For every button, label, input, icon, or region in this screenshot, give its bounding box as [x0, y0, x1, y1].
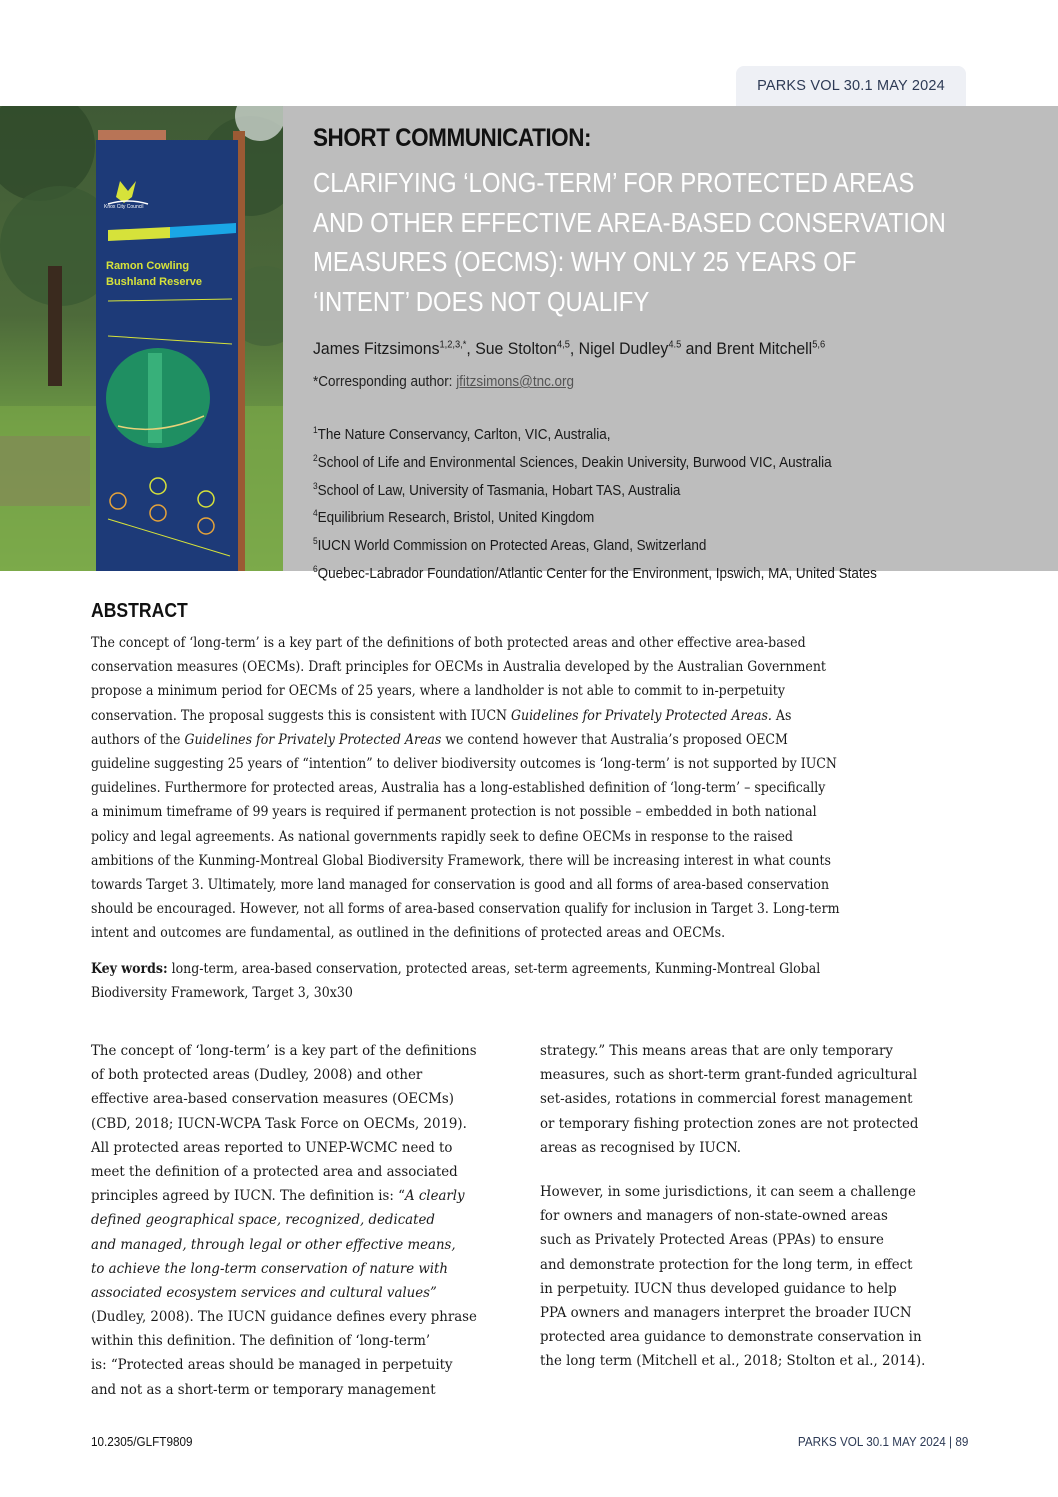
abstract-line — [91, 849, 888, 873]
body-line — [91, 1329, 505, 1353]
body-line — [540, 1301, 954, 1325]
article-type-label: SHORT COMMUNICATION: — [313, 124, 592, 152]
abstract-line — [91, 825, 888, 849]
body-line — [91, 1087, 505, 1111]
article-header — [0, 106, 1058, 582]
affiliation-item — [313, 447, 877, 475]
italic-text: and managed, through legal or other effective means, — [91, 1236, 456, 1253]
affiliation-text: Equilibrium Research, Bristol, United Kingdom — [317, 510, 595, 527]
text-run: authors of the — [91, 731, 185, 748]
text-run: ambitions of the Kunming-Montreal Global Biodiversity Framework, there will be increasing interest in what counts — [91, 852, 831, 869]
article-title — [313, 163, 974, 321]
title-line: AND OTHER EFFECTIVE AREA-BASED CONSERVATION — [313, 206, 946, 238]
keywords-label: Key words: — [91, 961, 168, 977]
text-run: a minimum timeframe of 99 years is required if permanent protection is not possible – embedded in both national — [91, 804, 817, 821]
corresponding-author — [313, 374, 574, 390]
text-run: (CBD, 2018; IUCN-WCPA Task Force on OECMs, 2019). — [91, 1115, 467, 1132]
italic-text: defined geographical space, recognized, dedicated — [91, 1212, 435, 1229]
body-line — [540, 1112, 954, 1136]
body-line — [91, 1160, 505, 1184]
text-run: PPA owners and managers interpret the broader IUCN — [540, 1304, 912, 1321]
text-run: we contend however that Australia’s proposed OECM — [441, 731, 788, 748]
abstract-line — [91, 921, 888, 945]
body-line — [91, 1208, 505, 1232]
body-line — [540, 1228, 954, 1252]
body-line — [540, 1349, 954, 1373]
corresponding-author-label: *Corresponding author: — [313, 374, 457, 390]
text-run: such as Privately Protected Areas (PPAs) to ensure — [540, 1232, 884, 1249]
author-name: Sue Stolton — [475, 339, 557, 358]
body-paragraph — [540, 1180, 980, 1374]
affiliation-text: IUCN World Commission on Protected Areas, Gland, Switzerland — [317, 538, 707, 555]
author-name: Nigel Dudley — [578, 339, 669, 358]
sign-title-line-1: Ramon Cowling — [106, 260, 190, 272]
affiliation-text: The Nature Conservancy, Carlton, VIC, Australia, — [317, 426, 611, 443]
keywords-text: Biodiversity Framework, Target 3, 30x30 — [91, 985, 353, 1001]
italic-text: Guidelines for Privately Protected Areas — [184, 731, 442, 748]
journal-issue-tab: PARKS VOL 30.1 MAY 2024 — [736, 66, 966, 106]
abstract-text — [91, 631, 991, 945]
sign-council-name: Knox City Council — [104, 204, 144, 210]
text-run: measures, such as short-term grant-funded agricultural — [540, 1067, 918, 1084]
cover-photo — [0, 106, 283, 571]
footer-journal-page: PARKS VOL 30.1 MAY 2024 | 89 — [797, 1434, 968, 1449]
sign-title-line-2: Bushland Reserve — [106, 276, 202, 288]
text-run: or temporary fishing protection zones are not protected — [540, 1115, 919, 1132]
text-run: of both protected areas (Dudley, 2008) and other — [91, 1067, 423, 1084]
keywords-text: long-term, area-based conservation, protected areas, set-term agreements, Kunming-Montreal Global — [167, 961, 821, 977]
abstract-line — [91, 752, 888, 776]
text-run: guideline suggesting 25 years of “intention” to deliver biodiversity outcomes is ‘long-term’ is not supported by IUCN — [91, 755, 837, 772]
text-run: conservation measures (OECMs). Draft principles for OECMs in Australia developed by the Australian Government — [91, 659, 826, 676]
author-separator: and — [681, 339, 717, 358]
body-line — [540, 1277, 954, 1301]
text-run: for owners and managers of non-state-owned areas — [540, 1208, 888, 1225]
text-run: guidelines. Furthermore for protected areas, Australia has a long-established definition of ‘long-term’ – specifically — [91, 780, 826, 797]
author-affiliation-marks: 4,5 — [556, 339, 570, 351]
corresponding-email-link[interactable]: jfitzsimons@tnc.org — [456, 374, 575, 390]
text-run: the long term (Mitchell et al., 2018; Stolton et al., 2014). — [540, 1353, 926, 1370]
affiliation-item — [313, 419, 877, 447]
title-line: MEASURES (OECMS): WHY ONLY 25 YEARS OF — [313, 246, 857, 277]
body-line — [540, 1063, 954, 1087]
italic-text: to achieve the long-term conservation of nature with — [91, 1260, 448, 1277]
title-panel — [283, 106, 1058, 582]
abstract-heading: ABSTRACT — [91, 600, 188, 622]
author-name: James Fitzsimons — [313, 339, 440, 358]
body-line — [540, 1087, 954, 1111]
affiliation-number: 5 — [313, 536, 318, 547]
text-run: areas as recognised by IUCN. — [540, 1139, 742, 1156]
body-line — [91, 1063, 505, 1087]
abstract-line — [91, 776, 888, 800]
text-run: within this definition. The definition of ‘long-term’ — [91, 1333, 431, 1350]
title-line: ‘INTENT’ DOES NOT QUALIFY — [313, 285, 650, 317]
text-run: is: “Protected areas should be managed in perpetuity — [91, 1357, 453, 1374]
body-column-left — [91, 1039, 531, 1402]
text-run: propose a minimum period for OECMs of 25 years, where a landholder is not able to commit to in-perpetuity — [91, 683, 785, 700]
body-column-right — [540, 1039, 980, 1373]
affiliation-number: 3 — [313, 480, 318, 491]
text-run: meet the definition of a protected area and associated — [91, 1163, 458, 1180]
text-run: intent and outcomes are fundamental, as outlined in the definitions of protected areas and OECMs. — [91, 925, 726, 942]
author-separator: , — [569, 339, 579, 358]
text-run: should be encouraged. However, not all forms of area-based conservation qualify for inclusion in Target 3. Long-term — [91, 901, 840, 918]
text-run: and demonstrate protection for the long term, in effect — [540, 1256, 913, 1273]
text-run: protected area guidance to demonstrate conservation in — [540, 1329, 922, 1346]
bushland-reserve-sign-photo — [0, 106, 283, 571]
body-line — [91, 1039, 505, 1063]
body-paragraph — [540, 1039, 980, 1160]
abstract-line — [91, 679, 888, 703]
affiliation-item — [313, 530, 877, 558]
text-run: effective area-based conservation measures (OECMs) — [91, 1091, 454, 1108]
body-line — [91, 1305, 505, 1329]
body-line — [91, 1353, 505, 1377]
body-line — [91, 1112, 505, 1136]
italic-text: associated ecosystem services and cultural values” — [91, 1284, 437, 1301]
abstract-line — [91, 873, 888, 897]
body-line — [540, 1253, 954, 1277]
affiliation-number: 2 — [313, 452, 318, 463]
text-run: towards Target 3. Ultimately, more land managed for conservation is good and all forms of area-based conservation — [91, 876, 830, 893]
keywords — [91, 957, 991, 1005]
body-line — [91, 1281, 505, 1305]
abstract-line — [91, 655, 888, 679]
abstract-line — [91, 728, 888, 752]
text-run: policy and legal agreements. As national governments rapidly seek to define OECMs in response to the raised — [91, 828, 793, 845]
abstract-line — [91, 897, 888, 921]
title-line: CLARIFYING ‘LONG-TERM’ FOR PROTECTED AREAS — [313, 167, 915, 198]
text-run: The concept of ‘long-term’ is a key part of the definitions — [91, 1043, 477, 1059]
body-line — [540, 1039, 954, 1063]
author-affiliation-marks: 5,6 — [812, 339, 826, 351]
affiliation-number: 4 — [313, 508, 318, 519]
affiliation-list — [313, 419, 877, 586]
affiliation-item — [313, 558, 877, 586]
author-name: Brent Mitchell — [716, 339, 813, 358]
body-line — [91, 1378, 505, 1402]
affiliation-item — [313, 502, 877, 530]
body-line — [91, 1136, 505, 1160]
abstract-line — [91, 631, 888, 655]
text-run: strategy.” This means areas that are only temporary — [540, 1043, 893, 1059]
body-line — [540, 1204, 954, 1228]
affiliation-number: 6 — [313, 564, 318, 575]
author-separator: , — [466, 339, 476, 358]
body-line — [91, 1257, 505, 1281]
body-line — [91, 1233, 505, 1257]
body-line — [540, 1136, 954, 1160]
text-run: The concept of ‘long-term’ is a key part of the definitions of both protected areas and other effective area-based — [91, 635, 806, 651]
text-run: in perpetuity. IUCN thus developed guidance to help — [540, 1280, 897, 1297]
text-run: (Dudley, 2008). The IUCN guidance defines every phrase — [91, 1309, 477, 1326]
author-list — [313, 339, 825, 359]
abstract-line — [91, 704, 888, 728]
affiliation-text: School of Law, University of Tasmania, Hobart TAS, Australia — [317, 482, 681, 499]
text-run: principles agreed by IUCN. The definition is: “ — [91, 1188, 405, 1205]
footer-doi: 10.2305/GLFT9809 — [91, 1434, 193, 1449]
text-run: conservation. The proposal suggests this is consistent with IUCN — [91, 707, 512, 724]
text-run: However, in some jurisdictions, it can seem a challenge — [540, 1183, 916, 1200]
author-affiliation-marks: 1,2,3,* — [439, 339, 467, 351]
affiliation-text: Quebec-Labrador Foundation/Atlantic Center for the Environment, Ipswich, MA, United States — [317, 565, 877, 582]
body-line — [540, 1180, 954, 1204]
text-run: set-asides, rotations in commercial forest management — [540, 1091, 913, 1108]
body-line — [91, 1184, 505, 1208]
text-run: As — [771, 707, 792, 724]
text-run: and not as a short-term or temporary management — [91, 1381, 436, 1398]
italic-text: A clearly — [404, 1188, 465, 1205]
abstract-line — [91, 800, 888, 824]
affiliation-text: School of Life and Environmental Sciences, Deakin University, Burwood VIC, Australia — [317, 454, 832, 471]
affiliation-item — [313, 475, 877, 503]
body-line — [540, 1325, 954, 1349]
affiliation-number: 1 — [313, 425, 318, 435]
author-affiliation-marks: 4.5 — [668, 339, 682, 351]
italic-text: Guidelines for Privately Protected Areas. — [511, 707, 772, 724]
text-run: All protected areas reported to UNEP-WCMC need to — [91, 1139, 453, 1156]
